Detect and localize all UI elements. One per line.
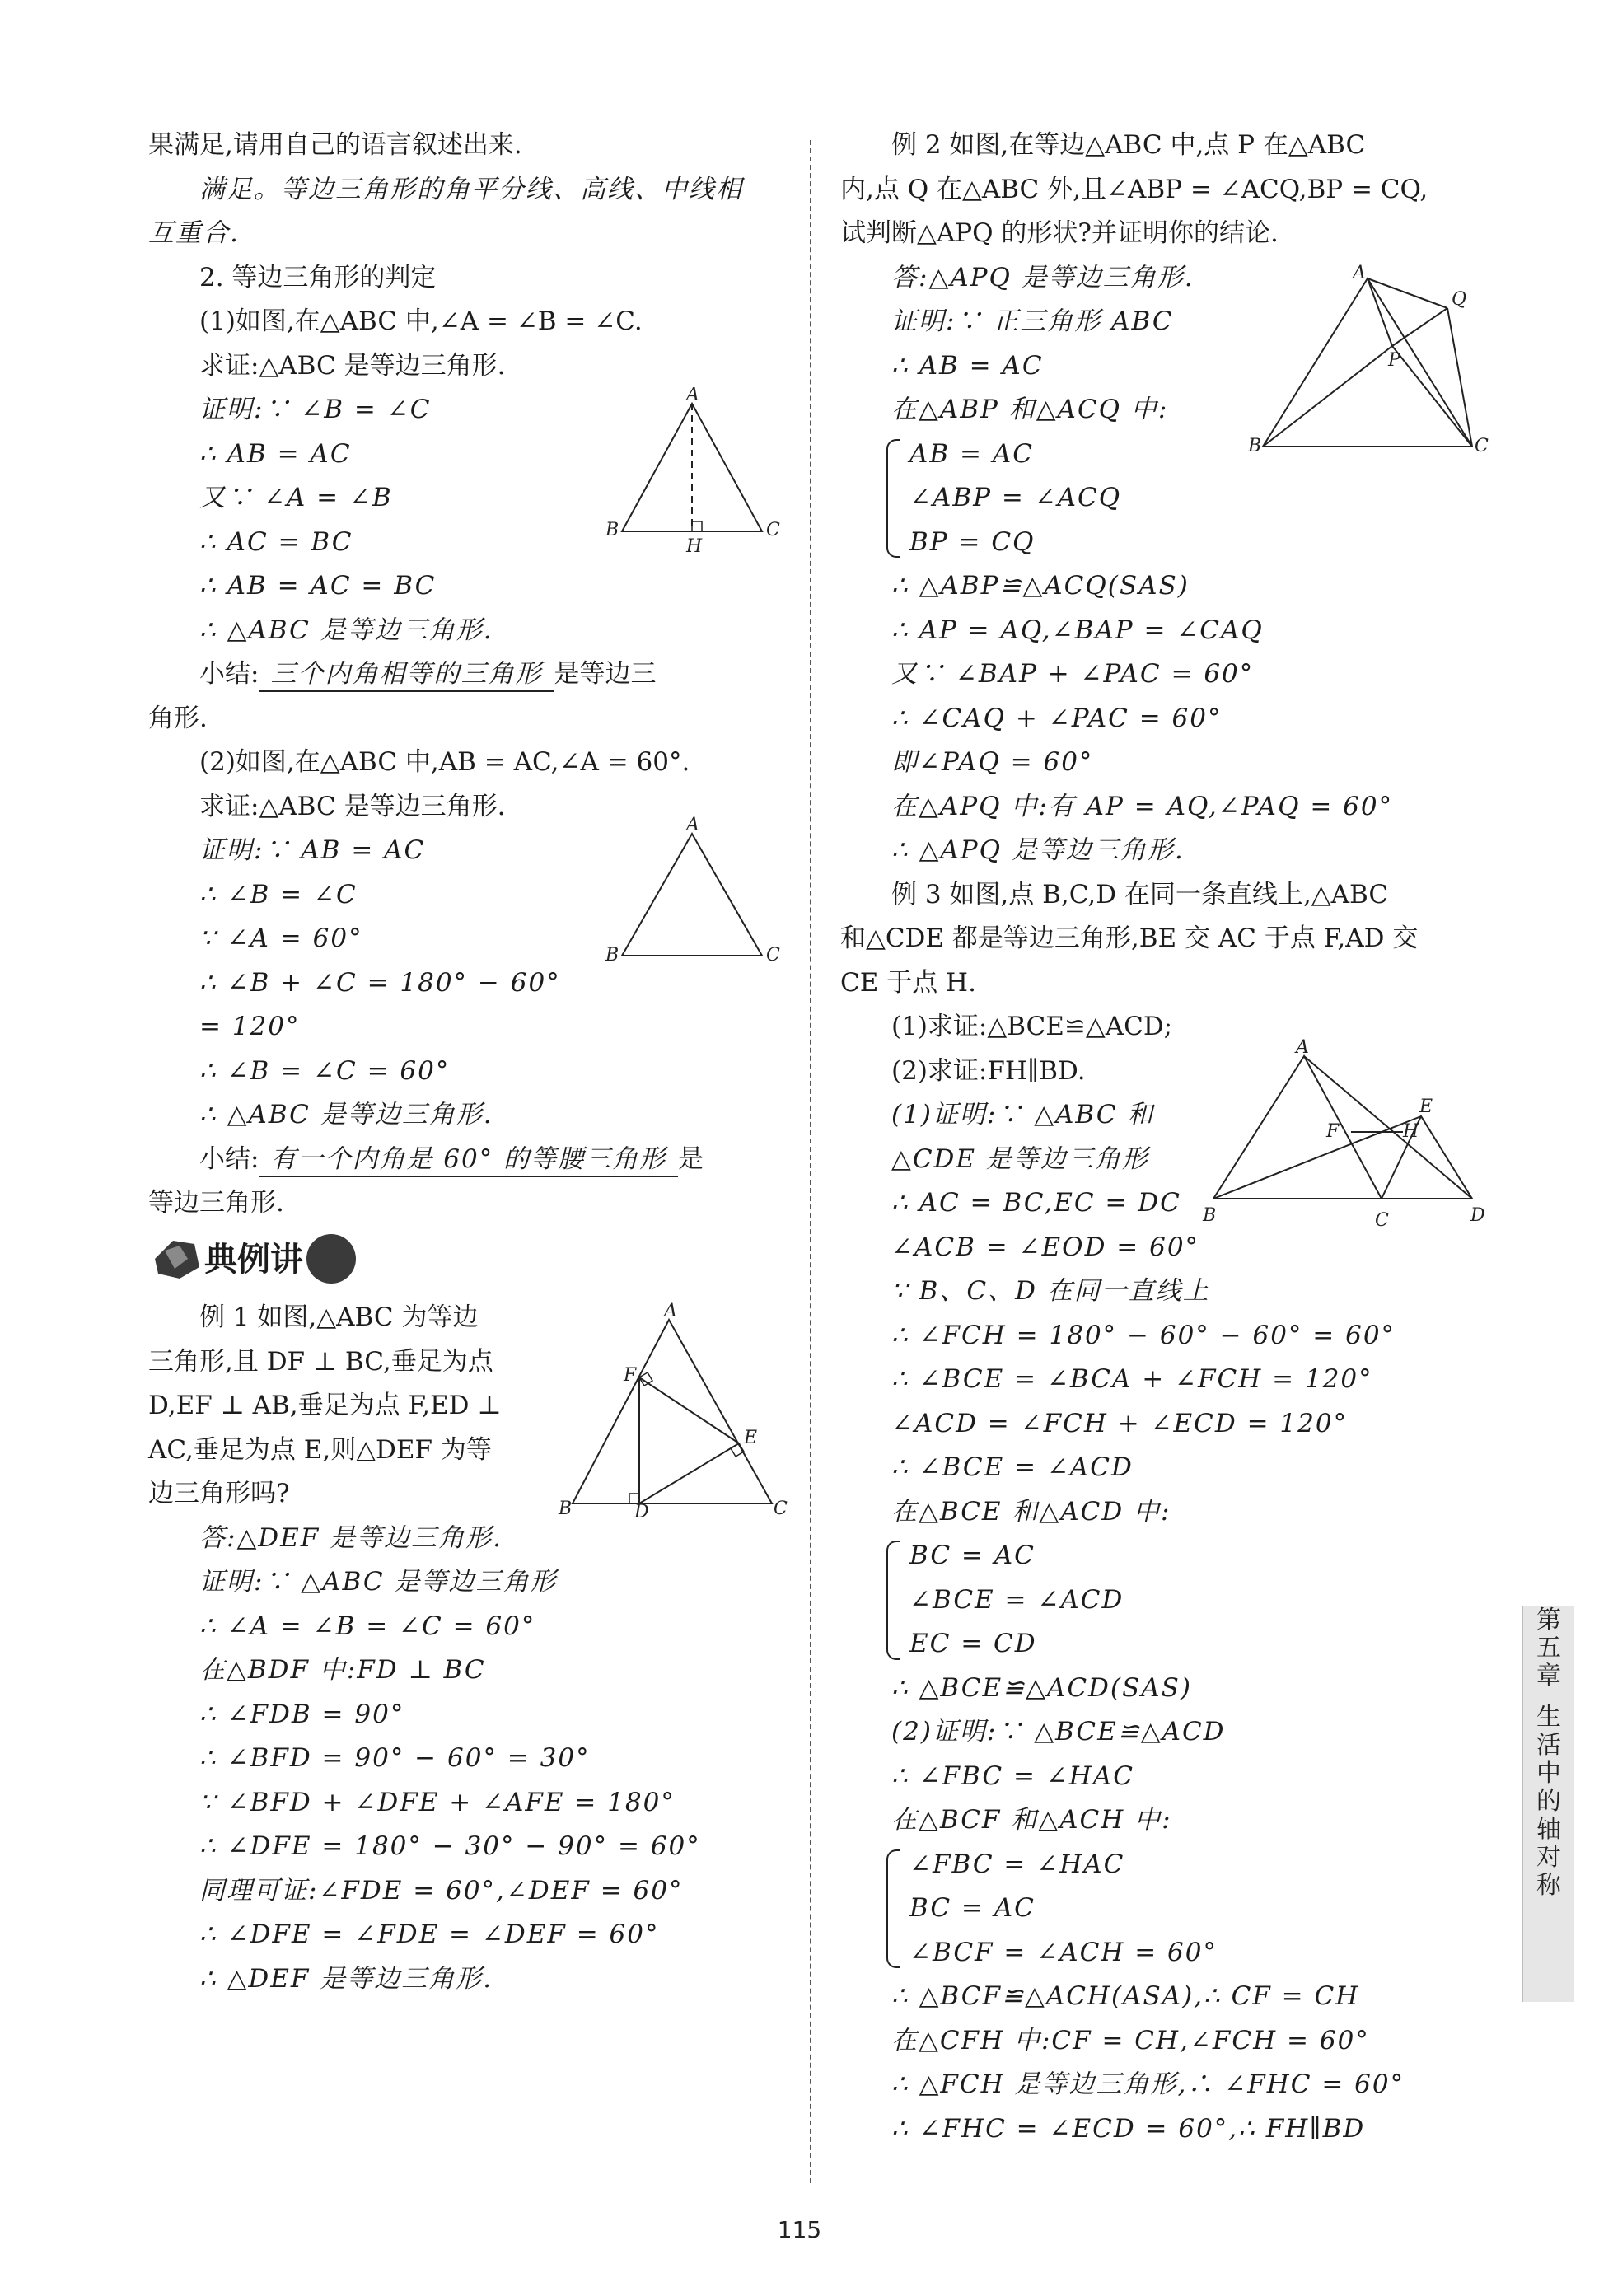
summary-tail: 是等边三	[554, 659, 657, 689]
left-column	[148, 124, 791, 1226]
text-line: ∴ AC = BC	[199, 526, 353, 557]
label-A: A	[686, 387, 699, 405]
summary-line	[148, 1138, 791, 1182]
example-badge-icon	[147, 1226, 361, 1292]
text-line: (1)证明:∵ △ABC 和	[891, 1100, 1155, 1129]
label-A: A	[1296, 1037, 1309, 1058]
label-A: A	[686, 816, 699, 835]
text-line: 证明:∵ AB = AC	[199, 835, 426, 865]
text-line: ∴ △ABC 是等边三角形.	[199, 615, 493, 645]
tab-char	[1523, 1690, 1574, 1704]
label-A: A	[664, 1302, 677, 1321]
label-E: E	[1419, 1097, 1433, 1117]
text-line: 在△BCE 和△ACD 中:	[891, 1496, 1171, 1527]
summary-label: 小结:	[199, 659, 259, 689]
text-line: ∴ △APQ 是等边三角形.	[891, 835, 1185, 865]
label-A: A	[1353, 264, 1366, 283]
text-line: 在△BDF 中:FD ⊥ BC	[199, 1655, 486, 1685]
text-line: ∴ ∠B = ∠C	[199, 879, 358, 910]
label-E: E	[744, 1428, 758, 1448]
figure-triangle-plain	[597, 816, 795, 976]
text-line: ∴ ∠B + ∠C = 180° − 60°	[199, 967, 561, 998]
text-line: 满足。等边三角形的角平分线、高线、中线相	[199, 174, 743, 204]
label-F: F	[624, 1365, 637, 1386]
condition-line: BC = AC	[909, 1893, 1036, 1923]
text-line: 答:△DEF 是等边三角形.	[199, 1522, 503, 1553]
condition-line: BP = CQ	[909, 526, 1036, 557]
tab-char: 五	[1536, 1634, 1561, 1662]
summary-answer: 三个内角相等的三角形	[259, 657, 554, 692]
text-line: ∴ ∠A = ∠B = ∠C = 60°	[199, 1611, 536, 1641]
column-divider	[810, 140, 811, 2183]
text-line: 在△BCF 和△ACH 中:	[891, 1805, 1172, 1835]
label-H: H	[1403, 1121, 1419, 1142]
text-line: 试判断△APQ 的形状?并证明你的结论.	[840, 218, 1279, 248]
tab-char: 活	[1536, 1731, 1561, 1760]
text-line: 又∵ ∠A = ∠B	[199, 483, 393, 512]
text-line: 求证:△ABC 是等边三角形.	[199, 350, 506, 381]
text-line: 证明:∵ ∠B = ∠C	[199, 395, 432, 424]
text-line: 又∵ ∠BAP + ∠PAC = 60°	[891, 659, 1255, 689]
text-line: 在△CFH 中:CF = CH,∠FCH = 60°	[891, 2025, 1370, 2055]
text-line: 同理可证:∠FDE = 60°,∠DEF = 60°	[199, 1875, 684, 1906]
page-number: 115	[777, 2216, 822, 2243]
text-line: 例 2 如图,在等边△ABC 中,点 P 在△ABC	[891, 130, 1366, 160]
text-line: ∴ AC = BC,EC = DC	[891, 1188, 1181, 1218]
tab-char: 对	[1536, 1843, 1561, 1872]
text-line: ∵ B、C、D 在同一直线上	[891, 1276, 1210, 1306]
label-B: B	[559, 1499, 573, 1519]
text-line: ∴ ∠B = ∠C = 60°	[199, 1055, 451, 1086]
text-line: ∴ ∠BFD = 90° − 60° = 30°	[199, 1743, 591, 1773]
text-line: ∴ AB = AC	[891, 350, 1044, 381]
text-line: ∴ ∠CAQ + ∠PAC = 60°	[891, 703, 1223, 733]
summary-answer: 有一个内角是 60° 的等腰三角形	[259, 1143, 678, 1177]
text-line: 角形.	[148, 703, 208, 733]
label-B: B	[605, 520, 619, 540]
label-C: C	[766, 520, 780, 540]
label-C: C	[1475, 436, 1489, 456]
condition-line: EC = CD	[909, 1629, 1037, 1658]
label-C: C	[766, 945, 780, 966]
summary-tail: 是	[678, 1143, 704, 1174]
text-line: (2)证明:∵ △BCE≌△ACD	[891, 1717, 1226, 1747]
condition-line: BC = AC	[909, 1541, 1036, 1570]
tab-char: 的	[1536, 1787, 1561, 1816]
text-line: 求证:△ABC 是等边三角形.	[199, 791, 506, 821]
text-line: (2)如图,在△ABC 中,AB = AC,∠A = 60°.	[199, 747, 690, 777]
text-line: ∴ ∠FDB = 90°	[199, 1699, 405, 1729]
text-line: (1)求证:△BCE≌△ACD;	[891, 1012, 1173, 1041]
text-line: 即∠PAQ = 60°	[891, 747, 1094, 777]
text-line: 和△CDE 都是等边三角形,BE 交 AC 于点 F,AD 交	[840, 924, 1419, 953]
tab-char: 中	[1536, 1759, 1561, 1788]
text-line: ∠ACB = ∠EOD = 60°	[891, 1232, 1200, 1262]
text-line: 三角形,且 DF ⊥ BC,垂足为点	[148, 1346, 493, 1377]
text-line: ∴ AB = AC	[199, 438, 352, 469]
text-line: ∴ △ABP≌△ACQ(SAS)	[891, 571, 1190, 601]
condition-line: ∠BCF = ∠ACH = 60°	[909, 1937, 1218, 1967]
text-line: ∴ ∠FCH = 180° − 60° − 60° = 60°	[891, 1320, 1396, 1350]
tab-char: 称	[1536, 1871, 1561, 1900]
label-P: P	[1388, 350, 1400, 371]
label-H: H	[686, 536, 703, 556]
label-D: D	[634, 1502, 649, 1520]
text-line: 证明:∵ 正三角形 ABC	[891, 306, 1174, 336]
text-line: 例 1 如图,△ABC 为等边	[199, 1302, 479, 1332]
text-line: △CDE 是等边三角形	[891, 1143, 1149, 1174]
tab-char: 生	[1536, 1703, 1561, 1732]
text-line: 内,点 Q 在△ABC 外,且∠ABP = ∠ACQ,BP = CQ,	[840, 174, 1428, 204]
condition-line: ∠BCE = ∠ACD	[909, 1584, 1124, 1615]
brace-icon	[886, 1849, 900, 1969]
label-B: B	[605, 945, 619, 966]
tab-char: 第	[1536, 1606, 1561, 1634]
condition-line: ∠FBC = ∠HAC	[909, 1849, 1125, 1879]
condition-line: ∠ABP = ∠ACQ	[909, 483, 1122, 512]
figure-triangle-altitude	[597, 387, 795, 556]
text-line: ∵ ∠BFD + ∠DFE + ∠AFE = 180°	[199, 1787, 676, 1817]
label-C: C	[1375, 1210, 1389, 1227]
text-line: ∴ △BCE≌△ACD(SAS)	[891, 1672, 1192, 1703]
text-line: ∠ACD = ∠FCH + ∠ECD = 120°	[891, 1408, 1349, 1438]
text-line: 在△APQ 中:有 AP = AQ,∠PAQ = 60°	[891, 791, 1394, 821]
summary-label: 小结:	[199, 1143, 259, 1174]
text-line: D,EF ⊥ AB,垂足为点 F,ED ⊥	[148, 1391, 502, 1420]
text-line: 互重合.	[148, 218, 240, 248]
figure-example-3	[1199, 1030, 1495, 1227]
summary-line	[148, 652, 791, 697]
label-C: C	[774, 1499, 788, 1519]
label-B: B	[1248, 436, 1262, 456]
text-line: (1)如图,在△ABC 中,∠A = ∠B = ∠C.	[199, 306, 643, 336]
text-line: 答:△APQ 是等边三角形.	[891, 262, 1195, 292]
tab-char: 章	[1536, 1662, 1561, 1690]
text-line: ∴ ∠DFE = ∠FDE = ∠DEF = 60°	[199, 1920, 660, 1949]
text-line: 在△ABP 和△ACQ 中:	[891, 395, 1169, 424]
text-line: ∴ △FCH 是等边三角形,∴ ∠FHC = 60°	[891, 2069, 1405, 2099]
label-D: D	[1470, 1205, 1485, 1226]
text-line: ∴ AB = AC = BC	[199, 571, 437, 601]
text-line: ∴ ∠BCE = ∠BCA + ∠FCH = 120°	[891, 1364, 1373, 1394]
text-line: ∴ ∠DFE = 180° − 30° − 90° = 60°	[199, 1831, 701, 1861]
figure-example-1	[556, 1302, 791, 1520]
tab-char: 轴	[1536, 1815, 1561, 1844]
text-line: ∴ ∠FHC = ∠ECD = 60°,∴ FH∥BD	[891, 2113, 1366, 2144]
text-line: 2. 等边三角形的判定	[199, 262, 437, 292]
text-line: 证明:∵ △ABC 是等边三角形	[199, 1567, 558, 1597]
chapter-side-tab	[1522, 1606, 1574, 2002]
text-line: ∴ AP = AQ,∠BAP = ∠CAQ	[891, 615, 1264, 645]
label-Q: Q	[1452, 289, 1467, 310]
text-line: AC,垂足为点 E,则△DEF 为等	[148, 1434, 492, 1465]
text-line: (2)求证:FH∥BD.	[891, 1055, 1086, 1086]
condition-line: AB = AC	[909, 438, 1034, 469]
example-section-badge	[147, 1226, 361, 1295]
text-line: ∵ ∠A = 60°	[199, 924, 363, 953]
text-line: = 120°	[199, 1012, 301, 1041]
text-line: 果满足,请用自己的语言叙述出来.	[148, 130, 522, 160]
text-line: CE 于点 H.	[840, 967, 976, 998]
figure-example-2	[1240, 264, 1495, 461]
text-line: ∴ △BCF≌△ACH(ASA),∴ CF = CH	[891, 1981, 1360, 2011]
brace-icon	[886, 1541, 900, 1660]
text-line: 边三角形吗?	[148, 1479, 290, 1508]
brace-group	[840, 1843, 1491, 1976]
brace-icon	[886, 439, 900, 559]
text-line: ∴ △ABC 是等边三角形.	[199, 1100, 493, 1129]
label-F: F	[1326, 1121, 1340, 1142]
text-line: ∴ △DEF 是等边三角形.	[199, 1963, 493, 1994]
text-line: 等边三角形.	[148, 1188, 284, 1218]
label-B: B	[1203, 1205, 1217, 1226]
brace-group	[840, 1534, 1491, 1667]
text-line: ∴ ∠BCE = ∠ACD	[891, 1452, 1134, 1482]
badge-label: 典例讲	[204, 1241, 303, 1279]
text-line: 例 3 如图,点 B,C,D 在同一条直线上,△ABC	[891, 879, 1389, 910]
text-line: ∴ ∠FBC = ∠HAC	[891, 1761, 1134, 1791]
